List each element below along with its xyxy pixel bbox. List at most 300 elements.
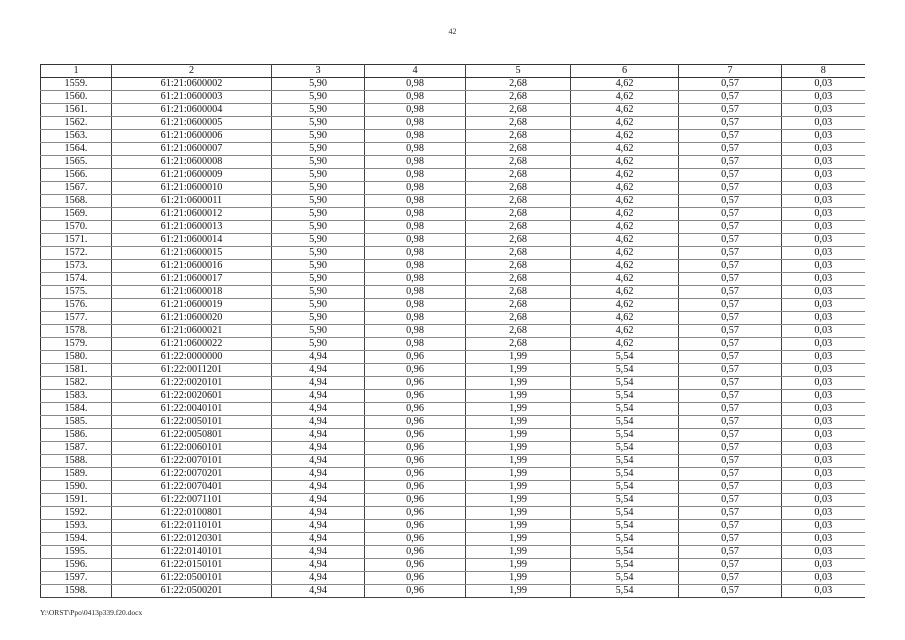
table-cell: 5,54 — [571, 416, 679, 429]
table-cell: 5,54 — [571, 442, 679, 455]
table-cell: 0,57 — [679, 208, 782, 221]
table-cell: 5,54 — [571, 429, 679, 442]
table-cell: 0,57 — [679, 559, 782, 572]
table-cell: 1593. — [41, 520, 112, 533]
table-cell: 1,99 — [466, 520, 571, 533]
table-cell: 4,62 — [571, 338, 679, 351]
table-cell: 1579. — [41, 338, 112, 351]
table-cell: 2,68 — [466, 299, 571, 312]
table-cell: 0,98 — [365, 169, 466, 182]
column-header: 8 — [782, 65, 865, 78]
table-cell: 5,90 — [272, 325, 365, 338]
table-cell: 1574. — [41, 273, 112, 286]
table-cell: 1588. — [41, 455, 112, 468]
table-cell: 61:22:0100801 — [112, 507, 272, 520]
table-cell: 0,57 — [679, 260, 782, 273]
table-cell: 5,90 — [272, 273, 365, 286]
table-cell: 61:21:0600007 — [112, 143, 272, 156]
table-cell: 1597. — [41, 572, 112, 585]
table-row — [41, 299, 865, 312]
table-row — [41, 585, 865, 598]
table-cell: 0,57 — [679, 221, 782, 234]
table-cell: 1562. — [41, 117, 112, 130]
table-cell: 1,99 — [466, 572, 571, 585]
table-cell: 5,90 — [272, 78, 365, 91]
table-cell: 1560. — [41, 91, 112, 104]
table-row — [41, 260, 865, 273]
table-row — [41, 429, 865, 442]
table-cell: 1572. — [41, 247, 112, 260]
table-cell: 5,54 — [571, 546, 679, 559]
table-cell: 2,68 — [466, 312, 571, 325]
table-cell: 0,03 — [782, 572, 865, 585]
table-cell: 5,54 — [571, 533, 679, 546]
table-cell: 2,68 — [466, 78, 571, 91]
table-cell: 2,68 — [466, 260, 571, 273]
table-cell: 1,99 — [466, 481, 571, 494]
table-cell: 1569. — [41, 208, 112, 221]
table-cell: 1586. — [41, 429, 112, 442]
table-cell: 0,96 — [365, 416, 466, 429]
table-cell: 4,94 — [272, 546, 365, 559]
table-cell: 0,03 — [782, 507, 865, 520]
table-cell: 0,57 — [679, 325, 782, 338]
table-cell: 0,57 — [679, 351, 782, 364]
table-cell: 5,54 — [571, 468, 679, 481]
table-cell: 2,68 — [466, 221, 571, 234]
table-cell: 4,62 — [571, 182, 679, 195]
table-row — [41, 312, 865, 325]
table-cell: 61:21:0600014 — [112, 234, 272, 247]
table-cell: 0,03 — [782, 130, 865, 143]
column-header: 6 — [571, 65, 679, 78]
table-cell: 5,90 — [272, 299, 365, 312]
table-cell: 61:21:0600015 — [112, 247, 272, 260]
table-cell: 61:21:0600018 — [112, 286, 272, 299]
table-row — [41, 351, 865, 364]
table-cell: 0,03 — [782, 286, 865, 299]
table-cell: 0,98 — [365, 273, 466, 286]
table-cell: 0,57 — [679, 507, 782, 520]
table-cell: 1567. — [41, 182, 112, 195]
table-cell: 61:21:0600022 — [112, 338, 272, 351]
table-cell: 1584. — [41, 403, 112, 416]
table-cell: 1561. — [41, 104, 112, 117]
table-cell: 0,98 — [365, 195, 466, 208]
table-cell: 4,62 — [571, 273, 679, 286]
table-cell: 61:21:0600009 — [112, 169, 272, 182]
table-cell: 0,98 — [365, 260, 466, 273]
table-cell: 4,94 — [272, 403, 365, 416]
table-cell: 5,90 — [272, 312, 365, 325]
table-cell: 0,96 — [365, 507, 466, 520]
table-cell: 4,62 — [571, 299, 679, 312]
table-cell: 5,54 — [571, 377, 679, 390]
table-cell: 0,96 — [365, 494, 466, 507]
table-cell: 61:22:0500101 — [112, 572, 272, 585]
column-header: 3 — [272, 65, 365, 78]
table-cell: 2,68 — [466, 169, 571, 182]
table-cell: 1,99 — [466, 351, 571, 364]
table-cell: 61:22:0070401 — [112, 481, 272, 494]
table-cell: 0,03 — [782, 442, 865, 455]
table-row — [41, 468, 865, 481]
table-cell: 61:22:0011201 — [112, 364, 272, 377]
table-cell: 4,94 — [272, 364, 365, 377]
table-cell: 61:22:0050101 — [112, 416, 272, 429]
table-cell: 0,98 — [365, 325, 466, 338]
table-cell: 61:22:0120301 — [112, 533, 272, 546]
table-cell: 1596. — [41, 559, 112, 572]
table-cell: 0,96 — [365, 546, 466, 559]
table-cell: 1595. — [41, 546, 112, 559]
table-cell: 0,03 — [782, 455, 865, 468]
table-cell: 0,57 — [679, 286, 782, 299]
table-cell: 5,90 — [272, 338, 365, 351]
table-cell: 0,57 — [679, 572, 782, 585]
table-cell: 0,03 — [782, 91, 865, 104]
table-cell: 2,68 — [466, 117, 571, 130]
table-cell: 4,62 — [571, 104, 679, 117]
table-cell: 0,57 — [679, 156, 782, 169]
table-cell: 0,98 — [365, 156, 466, 169]
table-cell: 0,03 — [782, 260, 865, 273]
table-cell: 5,90 — [272, 91, 365, 104]
table-cell: 0,57 — [679, 299, 782, 312]
table-cell: 0,96 — [365, 455, 466, 468]
table-cell: 1570. — [41, 221, 112, 234]
table-row — [41, 247, 865, 260]
table-cell: 61:21:0600006 — [112, 130, 272, 143]
table-cell: 4,62 — [571, 156, 679, 169]
table-cell: 61:21:0600011 — [112, 195, 272, 208]
table-row — [41, 546, 865, 559]
table-cell: 0,03 — [782, 325, 865, 338]
table-cell: 5,54 — [571, 403, 679, 416]
table-cell: 2,68 — [466, 208, 571, 221]
table-cell: 0,98 — [365, 286, 466, 299]
table-cell: 61:21:0600005 — [112, 117, 272, 130]
table-cell: 61:21:0600021 — [112, 325, 272, 338]
table-cell: 61:21:0600017 — [112, 273, 272, 286]
table-cell: 0,96 — [365, 559, 466, 572]
table-cell: 4,94 — [272, 585, 365, 598]
column-header: 2 — [112, 65, 272, 78]
table-cell: 0,98 — [365, 208, 466, 221]
table-cell: 0,98 — [365, 299, 466, 312]
table-cell: 0,03 — [782, 520, 865, 533]
table-cell: 5,90 — [272, 130, 365, 143]
table-cell: 1582. — [41, 377, 112, 390]
data-table — [40, 64, 865, 598]
table-cell: 5,90 — [272, 169, 365, 182]
table-cell: 5,54 — [571, 455, 679, 468]
table-cell: 4,94 — [272, 442, 365, 455]
table-cell: 0,03 — [782, 338, 865, 351]
table-cell: 0,96 — [365, 468, 466, 481]
table-cell: 4,94 — [272, 351, 365, 364]
table-row — [41, 455, 865, 468]
table-cell: 0,57 — [679, 247, 782, 260]
table-cell: 1578. — [41, 325, 112, 338]
table-cell: 0,03 — [782, 377, 865, 390]
table-cell: 0,03 — [782, 143, 865, 156]
table-cell: 5,90 — [272, 182, 365, 195]
table-cell: 0,57 — [679, 442, 782, 455]
table-cell: 0,03 — [782, 117, 865, 130]
table-cell: 61:22:0020101 — [112, 377, 272, 390]
table-cell: 0,96 — [365, 377, 466, 390]
table-cell: 0,03 — [782, 195, 865, 208]
table-cell: 0,57 — [679, 195, 782, 208]
table-row — [41, 533, 865, 546]
table-cell: 5,90 — [272, 286, 365, 299]
table-cell: 61:22:0060101 — [112, 442, 272, 455]
table-cell: 0,03 — [782, 390, 865, 403]
table-cell: 1,99 — [466, 507, 571, 520]
table-cell: 2,68 — [466, 156, 571, 169]
table-row — [41, 416, 865, 429]
table-cell: 0,57 — [679, 390, 782, 403]
table-cell: 0,98 — [365, 130, 466, 143]
table-cell: 5,90 — [272, 104, 365, 117]
table-cell: 5,90 — [272, 117, 365, 130]
table-row — [41, 403, 865, 416]
table-cell: 1,99 — [466, 494, 571, 507]
table-cell: 0,57 — [679, 273, 782, 286]
table-cell: 4,94 — [272, 416, 365, 429]
table-cell: 1,99 — [466, 377, 571, 390]
table-cell: 2,68 — [466, 195, 571, 208]
table-cell: 4,62 — [571, 312, 679, 325]
table-cell: 0,57 — [679, 182, 782, 195]
table-cell: 4,62 — [571, 117, 679, 130]
table-cell: 1589. — [41, 468, 112, 481]
table-cell: 0,03 — [782, 429, 865, 442]
table-cell: 4,94 — [272, 572, 365, 585]
table-cell: 61:22:0050801 — [112, 429, 272, 442]
table-cell: 2,68 — [466, 104, 571, 117]
table-cell: 2,68 — [466, 130, 571, 143]
table-cell: 61:22:0070201 — [112, 468, 272, 481]
table-cell: 4,94 — [272, 507, 365, 520]
table-cell: 0,98 — [365, 143, 466, 156]
table-cell: 1563. — [41, 130, 112, 143]
table-cell: 2,68 — [466, 273, 571, 286]
table-cell: 0,57 — [679, 377, 782, 390]
table-cell: 1573. — [41, 260, 112, 273]
table-cell: 5,54 — [571, 364, 679, 377]
table-cell: 0,98 — [365, 247, 466, 260]
table-cell: 5,90 — [272, 156, 365, 169]
table-cell: 0,57 — [679, 403, 782, 416]
table-cell: 0,57 — [679, 78, 782, 91]
table-row — [41, 286, 865, 299]
table-row — [41, 195, 865, 208]
table-cell: 1,99 — [466, 455, 571, 468]
table-cell: 5,54 — [571, 585, 679, 598]
table-cell: 0,96 — [365, 520, 466, 533]
table-cell: 4,62 — [571, 91, 679, 104]
table-row — [41, 78, 865, 91]
table-row — [41, 507, 865, 520]
table-cell: 0,57 — [679, 91, 782, 104]
table-cell: 0,03 — [782, 403, 865, 416]
table-row — [41, 325, 865, 338]
table-cell: 1,99 — [466, 416, 571, 429]
table-cell: 61:22:0150101 — [112, 559, 272, 572]
table-cell: 4,94 — [272, 377, 365, 390]
table-cell: 4,94 — [272, 429, 365, 442]
table-cell: 1577. — [41, 312, 112, 325]
table-cell: 0,57 — [679, 481, 782, 494]
table-cell: 0,03 — [782, 416, 865, 429]
table-row — [41, 143, 865, 156]
table-cell: 0,03 — [782, 351, 865, 364]
table-cell: 0,57 — [679, 169, 782, 182]
table-cell: 61:21:0600008 — [112, 156, 272, 169]
table-row — [41, 117, 865, 130]
table-cell: 61:21:0600003 — [112, 91, 272, 104]
table-cell: 0,57 — [679, 130, 782, 143]
table-row — [41, 364, 865, 377]
table-cell: 1580. — [41, 351, 112, 364]
table-cell: 0,96 — [365, 403, 466, 416]
table-cell: 0,96 — [365, 442, 466, 455]
table-cell: 1,99 — [466, 403, 571, 416]
table-cell: 5,54 — [571, 507, 679, 520]
table-cell: 61:22:0040101 — [112, 403, 272, 416]
table-cell: 61:22:0000000 — [112, 351, 272, 364]
table-cell: 1571. — [41, 234, 112, 247]
table-cell: 0,98 — [365, 338, 466, 351]
table-row — [41, 234, 865, 247]
table-cell: 61:22:0071101 — [112, 494, 272, 507]
table-cell: 0,96 — [365, 572, 466, 585]
table-cell: 5,54 — [571, 351, 679, 364]
table-cell: 5,54 — [571, 494, 679, 507]
table-cell: 0,57 — [679, 520, 782, 533]
table-header-row — [41, 65, 865, 78]
table-cell: 0,96 — [365, 533, 466, 546]
table-cell: 1583. — [41, 390, 112, 403]
table-cell: 1576. — [41, 299, 112, 312]
data-table-container — [40, 64, 864, 598]
table-cell: 0,03 — [782, 494, 865, 507]
table-cell: 0,57 — [679, 117, 782, 130]
table-cell: 0,57 — [679, 429, 782, 442]
table-cell: 61:22:0140101 — [112, 546, 272, 559]
table-cell: 0,98 — [365, 78, 466, 91]
table-cell: 0,57 — [679, 364, 782, 377]
table-cell: 0,57 — [679, 585, 782, 598]
table-cell: 0,03 — [782, 221, 865, 234]
table-cell: 2,68 — [466, 325, 571, 338]
table-cell: 1590. — [41, 481, 112, 494]
table-cell: 0,57 — [679, 143, 782, 156]
table-row — [41, 91, 865, 104]
table-cell: 0,98 — [365, 221, 466, 234]
table-cell: 0,57 — [679, 416, 782, 429]
table-cell: 1594. — [41, 533, 112, 546]
table-cell: 61:22:0070101 — [112, 455, 272, 468]
table-cell: 4,62 — [571, 221, 679, 234]
table-cell: 61:21:0600013 — [112, 221, 272, 234]
table-cell: 61:22:0110101 — [112, 520, 272, 533]
table-row — [41, 169, 865, 182]
table-cell: 1564. — [41, 143, 112, 156]
table-row — [41, 494, 865, 507]
table-cell: 5,90 — [272, 208, 365, 221]
table-cell: 1592. — [41, 507, 112, 520]
table-cell: 4,62 — [571, 325, 679, 338]
table-cell: 4,94 — [272, 494, 365, 507]
table-cell: 1585. — [41, 416, 112, 429]
table-cell: 61:21:0600020 — [112, 312, 272, 325]
table-cell: 2,68 — [466, 338, 571, 351]
table-cell: 4,62 — [571, 169, 679, 182]
table-cell: 1575. — [41, 286, 112, 299]
table-cell: 0,03 — [782, 182, 865, 195]
table-cell: 0,57 — [679, 312, 782, 325]
table-cell: 0,03 — [782, 559, 865, 572]
column-header: 1 — [41, 65, 112, 78]
table-cell: 1,99 — [466, 533, 571, 546]
table-cell: 0,03 — [782, 546, 865, 559]
table-cell: 5,90 — [272, 260, 365, 273]
table-cell: 4,62 — [571, 143, 679, 156]
table-cell: 4,62 — [571, 78, 679, 91]
table-cell: 5,90 — [272, 234, 365, 247]
table-cell: 5,90 — [272, 143, 365, 156]
table-cell: 61:21:0600010 — [112, 182, 272, 195]
table-cell: 0,03 — [782, 208, 865, 221]
table-cell: 4,94 — [272, 390, 365, 403]
table-cell: 0,57 — [679, 104, 782, 117]
table-cell: 1587. — [41, 442, 112, 455]
table-cell: 2,68 — [466, 91, 571, 104]
table-cell: 5,54 — [571, 559, 679, 572]
table-cell: 4,94 — [272, 455, 365, 468]
table-cell: 61:22:0500201 — [112, 585, 272, 598]
table-cell: 0,96 — [365, 481, 466, 494]
table-cell: 4,62 — [571, 208, 679, 221]
table-cell: 61:22:0020601 — [112, 390, 272, 403]
table-cell: 4,94 — [272, 533, 365, 546]
table-cell: 1568. — [41, 195, 112, 208]
table-row — [41, 221, 865, 234]
table-cell: 61:21:0600004 — [112, 104, 272, 117]
table-cell: 4,94 — [272, 559, 365, 572]
table-cell: 0,57 — [679, 468, 782, 481]
table-cell: 5,90 — [272, 195, 365, 208]
table-cell: 0,96 — [365, 429, 466, 442]
table-row — [41, 130, 865, 143]
table-cell: 61:21:0600012 — [112, 208, 272, 221]
table-cell: 4,62 — [571, 195, 679, 208]
table-cell: 4,62 — [571, 234, 679, 247]
table-cell: 0,03 — [782, 273, 865, 286]
table-cell: 2,68 — [466, 182, 571, 195]
table-cell: 0,57 — [679, 533, 782, 546]
table-row — [41, 273, 865, 286]
table-cell: 5,90 — [272, 247, 365, 260]
table-cell: 1,99 — [466, 364, 571, 377]
table-cell: 2,68 — [466, 143, 571, 156]
table-cell: 0,96 — [365, 585, 466, 598]
table-cell: 0,57 — [679, 234, 782, 247]
table-row — [41, 390, 865, 403]
